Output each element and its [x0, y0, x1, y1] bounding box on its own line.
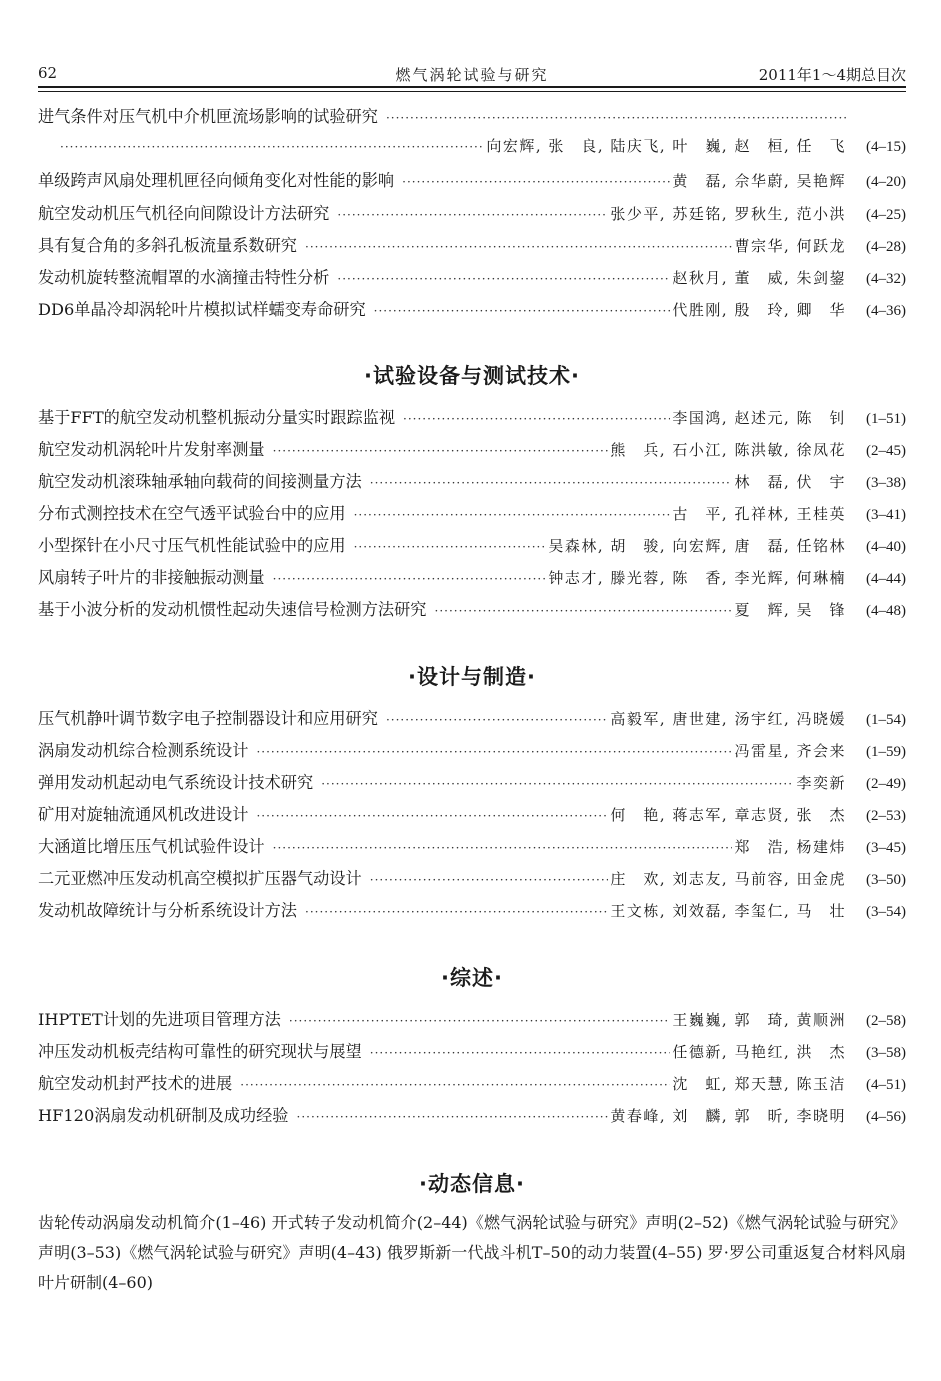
dot-leader — [60, 140, 484, 154]
entry-page: (3–50) — [866, 872, 906, 888]
dot-leader — [370, 1046, 671, 1060]
entry-title: 二元亚燃冲压发动机高空模拟扩压器气动设计 — [38, 869, 362, 888]
entry-authors: 林 磊, 伏 宇 — [734, 473, 846, 491]
entry-authors: 张少平, 苏廷铭, 罗秋生, 范小洪 — [610, 205, 846, 223]
toc-entry[interactable] — [38, 200, 906, 224]
entry-page: (4–28) — [866, 239, 906, 255]
toc-entry[interactable] — [38, 404, 906, 428]
entry-page: (3–38) — [866, 475, 906, 491]
entry-authors: 郑 浩, 杨建炜 — [734, 838, 846, 856]
toc-entry[interactable] — [38, 1006, 906, 1030]
entry-authors: 赵秋月, 董 威, 朱剑鋆 — [672, 269, 846, 287]
dot-leader — [256, 809, 608, 823]
dot-leader — [370, 873, 609, 887]
toc-entry[interactable] — [38, 705, 906, 729]
toc-entry[interactable] — [38, 1070, 906, 1094]
entry-authors: 沈 虹, 郑天慧, 陈玉洁 — [672, 1075, 846, 1093]
dot-leader — [273, 572, 547, 586]
toc-entry[interactable] — [38, 737, 906, 761]
section-heading: ·动态信息· — [419, 1172, 525, 1196]
entry-page: (1–54) — [866, 712, 906, 728]
entry-authors: 吴森林, 胡 骏, 向宏辉, 唐 磊, 任铭林 — [548, 537, 846, 555]
entry-title: 小型探针在小尺寸压气机性能试验中的应用 — [38, 536, 346, 555]
entry-page: (4–40) — [866, 539, 906, 555]
issue-label: 2011年1～4期总目次 — [758, 66, 906, 84]
toc-entry-continuation — [38, 135, 906, 159]
entry-authors: 曹宗华, 何跃龙 — [734, 237, 846, 255]
toc-entry[interactable] — [38, 897, 906, 921]
entry-page: (4–36) — [866, 303, 906, 319]
entry-page: (4–56) — [866, 1109, 906, 1125]
entry-title: 具有复合角的多斜孔板流量系数研究 — [38, 236, 297, 255]
entry-page: (2–58) — [866, 1013, 906, 1029]
entry-authors: 黄春峰, 刘 麟, 郭 昕, 李晓明 — [610, 1107, 846, 1125]
entry-page: (3–45) — [866, 840, 906, 856]
toc-entry[interactable] — [38, 167, 906, 191]
dot-leader — [240, 1078, 670, 1092]
entry-title: 矿用对旋轴流通风机改进设计 — [38, 805, 249, 824]
section-heading: ·综述· — [441, 966, 503, 990]
toc-entry[interactable] — [38, 1102, 906, 1126]
entry-authors: 古 平, 孔祥林, 王桂英 — [672, 505, 846, 523]
entry-authors: 黄 磊, 佘华蔚, 吴艳辉 — [672, 172, 846, 190]
entry-page: (4–20) — [866, 174, 906, 190]
entry-page: (4–25) — [866, 207, 906, 223]
toc-entry[interactable] — [38, 564, 906, 588]
entry-authors: 庄 欢, 刘志友, 马前容, 田金虎 — [610, 870, 846, 888]
dot-leader — [374, 304, 671, 318]
entry-page: (2–45) — [866, 443, 906, 459]
entry-page: (4–51) — [866, 1077, 906, 1093]
entry-authors: 何 艳, 蒋志军, 章志贤, 张 杰 — [610, 806, 846, 824]
dot-leader — [305, 905, 608, 919]
dot-leader — [297, 1110, 609, 1124]
entry-title: 航空发动机压气机径向间隙设计方法研究 — [38, 204, 330, 223]
entry-title: 航空发动机滚珠轴承轴向载荷的间接测量方法 — [38, 472, 362, 491]
entry-authors: 任德新, 马艳红, 洪 杰 — [672, 1043, 846, 1061]
entry-page: (4–44) — [866, 571, 906, 587]
section-heading: ·设计与制造· — [408, 665, 536, 689]
dot-leader — [402, 175, 670, 189]
toc-entry[interactable] — [38, 596, 906, 620]
entry-title: 单级跨声风扇处理机匣径向倾角变化对性能的影响 — [38, 171, 395, 190]
entry-title: DD6单晶冷却涡轮叶片模拟试样蠕变寿命研究 — [38, 300, 366, 319]
toc-entry[interactable] — [38, 468, 906, 492]
entry-authors: 李奕新 — [796, 774, 846, 792]
entry-title: 航空发动机涡轮叶片发射率测量 — [38, 440, 265, 459]
dot-leader — [354, 508, 671, 522]
entry-authors: 王文栋, 刘效磊, 李玺仁, 马 壮 — [610, 902, 846, 920]
toc-entry[interactable] — [38, 769, 906, 793]
entry-authors: 高毅军, 唐世建, 汤宇红, 冯晓媛 — [610, 710, 846, 728]
dot-leader — [337, 272, 670, 286]
dot-leader — [321, 777, 794, 791]
entry-title: 发动机旋转整流帽罩的水滴撞击特性分析 — [38, 268, 330, 287]
entry-page: (4–32) — [866, 271, 906, 287]
news-paragraph: 齿轮传动涡扇发动机简介(1–46) 开式转子发动机简介(2–44)《燃气涡轮试验与研究》声明(2–52)《燃气涡轮试验与研究》声明(3–53)《燃气涡轮试验与研究》声明(4–43) 俄罗斯新一代战斗机T–50的动力装置(4–55) 罗·罗公司重返复合材料风扇叶片研制(4–60) — [38, 1213, 906, 1292]
entry-page: (3–58) — [866, 1045, 906, 1061]
dot-leader — [337, 208, 608, 222]
entry-authors: 向宏辉, 张 良, 陆庆飞, 叶 巍, 赵 桓, 任 飞 — [486, 137, 846, 155]
toc-entry[interactable] — [38, 801, 906, 825]
entry-title: 进气条件对压气机中介机匣流场影响的试验研究 — [38, 107, 378, 126]
entry-title: 压气机静叶调节数字电子控制器设计和应用研究 — [38, 709, 378, 728]
entry-title: 基于FFT的航空发动机整机振动分量实时跟踪监视 — [38, 408, 396, 427]
dot-leader — [289, 1014, 671, 1028]
section-heading: ·试验设备与测试技术· — [364, 364, 580, 388]
dot-leader — [305, 240, 732, 254]
entry-page: (3–41) — [866, 507, 906, 523]
entry-page: (4–48) — [866, 603, 906, 619]
entry-page: (1–59) — [866, 744, 906, 760]
dot-leader — [386, 713, 608, 727]
toc-entry[interactable] — [38, 532, 906, 556]
entry-page: (2–49) — [866, 776, 906, 792]
entry-title: 大涵道比增压压气机试验件设计 — [38, 837, 265, 856]
header-rule-thick — [38, 86, 906, 88]
toc-entry[interactable] — [38, 436, 906, 460]
dot-leader — [273, 841, 733, 855]
toc-entry[interactable] — [38, 500, 906, 524]
entry-authors: 夏 辉, 吴 锋 — [734, 601, 846, 619]
toc-entry[interactable] — [38, 232, 906, 256]
dot-leader — [435, 604, 733, 618]
entry-title: 基于小波分析的发动机惯性起动失速信号检测方法研究 — [38, 600, 427, 619]
entry-title: 涡扇发动机综合检测系统设计 — [38, 741, 249, 760]
entry-title: 发动机故障统计与分析系统设计方法 — [38, 901, 297, 920]
page-header — [38, 62, 906, 84]
dot-leader — [256, 745, 732, 759]
toc-entry[interactable] — [38, 1038, 906, 1062]
entry-page: (1–51) — [866, 411, 906, 427]
toc-entry[interactable] — [38, 264, 906, 288]
entry-authors: 冯雷星, 齐会来 — [734, 742, 846, 760]
entry-page: (4–15) — [866, 139, 906, 155]
entry-page: (2–53) — [866, 808, 906, 824]
header-rule-thin — [38, 91, 906, 92]
dot-leader — [386, 111, 846, 125]
entry-title: IHPTET计划的先进项目管理方法 — [38, 1010, 281, 1029]
toc-entry[interactable] — [38, 103, 906, 127]
journal-title: 燃气涡轮试验与研究 — [395, 66, 549, 84]
entry-title: 弹用发动机起动电气系统设计技术研究 — [38, 773, 314, 792]
dot-leader — [370, 476, 733, 490]
entry-authors: 钟志才, 滕光蓉, 陈 香, 李光辉, 何琳楠 — [548, 569, 846, 587]
toc-entry[interactable] — [38, 833, 906, 857]
dot-leader — [273, 444, 609, 458]
entry-authors: 熊 兵, 石小江, 陈洪敏, 徐凤花 — [610, 441, 846, 459]
entry-title: 航空发动机封严技术的进展 — [38, 1074, 233, 1093]
entry-authors: 代胜刚, 殷 玲, 卿 华 — [672, 301, 846, 319]
entry-title: HF120涡扇发动机研制及成功经验 — [38, 1106, 289, 1125]
dot-leader — [403, 412, 670, 426]
entry-authors: 李国鸿, 赵述元, 陈 钊 — [672, 409, 846, 427]
entry-authors: 王巍巍, 郭 琦, 黄顺洲 — [672, 1011, 846, 1029]
dot-leader — [354, 540, 547, 554]
entry-page: (3–54) — [866, 904, 906, 920]
page-number: 62 — [38, 64, 58, 82]
toc-entry[interactable] — [38, 865, 906, 889]
toc-entry[interactable] — [38, 296, 906, 320]
entry-title: 风扇转子叶片的非接触振动测量 — [38, 568, 265, 587]
entry-title: 冲压发动机板壳结构可靠性的研究现状与展望 — [38, 1042, 362, 1061]
entry-title: 分布式测控技术在空气透平试验台中的应用 — [38, 504, 346, 523]
